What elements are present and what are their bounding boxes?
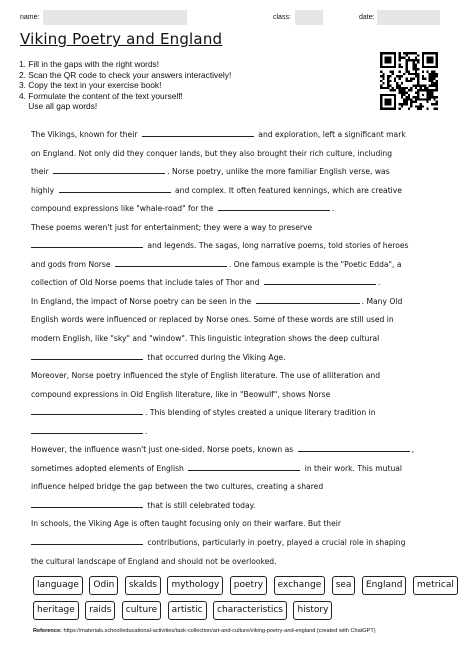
text-line bbox=[31, 200, 431, 219]
word-chip[interactable]: mythology bbox=[167, 576, 223, 595]
word-chip[interactable]: England bbox=[362, 576, 407, 595]
word-chip[interactable]: characteristics bbox=[213, 601, 287, 620]
gap-blank[interactable] bbox=[218, 202, 330, 211]
name-field[interactable] bbox=[43, 10, 187, 25]
text-segment: English words were influenced or replaced by Norse ones. Some of these words are still used in bbox=[31, 315, 394, 325]
text-line bbox=[31, 534, 431, 553]
word-chip[interactable]: sea bbox=[332, 576, 356, 595]
text-line bbox=[31, 274, 431, 293]
gap-blank[interactable] bbox=[298, 443, 410, 452]
gap-blank[interactable] bbox=[31, 536, 143, 545]
text-segment: The Vikings, known for their bbox=[31, 130, 138, 139]
word-chip[interactable]: culture bbox=[122, 601, 161, 620]
text-segment: These poems weren't just for entertainment; they were a way to preserve bbox=[31, 222, 313, 232]
text-line bbox=[31, 145, 431, 164]
word-chip[interactable]: poetry bbox=[230, 576, 267, 595]
text-line bbox=[31, 367, 431, 386]
gap-blank[interactable] bbox=[264, 276, 376, 285]
text-line bbox=[31, 404, 431, 423]
text-segment: on England. Not only did they conquer lands, but they also brought their rich culture, including bbox=[31, 148, 393, 158]
text-segment: in their work. This mutual bbox=[304, 463, 403, 473]
text-segment: Moreover, Norse poetry influenced the style of English literature. The use of alliteration and bbox=[31, 371, 381, 381]
text-line bbox=[31, 441, 431, 460]
text-line bbox=[31, 293, 431, 312]
text-segment: that occurred during the Viking Age. bbox=[147, 352, 286, 362]
text-segment: compound expressions in Old English literature, like in "Beowulf", shows Norse bbox=[31, 389, 331, 399]
text-line bbox=[31, 237, 431, 256]
gap-blank[interactable] bbox=[31, 425, 143, 434]
date-field[interactable] bbox=[377, 10, 440, 25]
text-line bbox=[31, 478, 431, 497]
text-line bbox=[31, 349, 431, 368]
instruction-item: 1. Fill in the gaps with the right words! bbox=[19, 59, 160, 69]
word-chip[interactable]: metrical bbox=[413, 576, 458, 595]
text-line bbox=[31, 497, 431, 516]
word-chip[interactable]: raids bbox=[85, 601, 115, 620]
gap-blank[interactable] bbox=[59, 184, 171, 193]
text-line bbox=[31, 386, 431, 405]
text-segment: . Many Old bbox=[361, 296, 403, 306]
text-line bbox=[31, 126, 431, 145]
text-segment: collection of Old Norse poems that include tales of Thor and bbox=[31, 278, 260, 288]
text-segment: In schools, the Viking Age is often taught focusing only on their warfare. But their bbox=[31, 519, 342, 529]
text-line bbox=[31, 219, 431, 238]
gap-blank[interactable] bbox=[142, 128, 254, 137]
name-label: name: bbox=[20, 14, 40, 21]
word-chip[interactable]: language bbox=[33, 576, 83, 595]
gap-blank[interactable] bbox=[31, 351, 143, 360]
word-chip[interactable]: heritage bbox=[33, 601, 79, 620]
text-segment: . One famous example is the "Poetic Edda", a bbox=[228, 259, 402, 269]
gap-blank[interactable] bbox=[31, 239, 143, 248]
qr-code-icon[interactable] bbox=[380, 52, 438, 110]
class-label: class: bbox=[273, 14, 291, 21]
text-segment: that is still celebrated today. bbox=[147, 500, 256, 510]
text-segment: and gods from Norse bbox=[31, 259, 111, 269]
gap-blank[interactable] bbox=[53, 165, 165, 174]
text-segment: compound expressions like "whale-road" for the bbox=[31, 204, 214, 214]
instructions-list bbox=[19, 59, 319, 112]
gap-text bbox=[31, 126, 431, 571]
word-bank-row bbox=[33, 574, 454, 597]
text-segment: . bbox=[331, 204, 335, 214]
text-segment: modern English, like "sky" and "window". This linguistic integration shows the deep cultural bbox=[31, 334, 380, 344]
gap-blank[interactable] bbox=[31, 406, 143, 415]
text-line bbox=[31, 330, 431, 349]
instruction-item: 3. Copy the text in your exercise book! bbox=[19, 80, 162, 90]
text-line bbox=[31, 460, 431, 479]
word-chip[interactable]: exchange bbox=[274, 576, 326, 595]
word-bank-row bbox=[33, 599, 433, 622]
text-segment: the cultural landscape of England and should not be overlooked. bbox=[31, 556, 277, 566]
gap-blank[interactable] bbox=[188, 462, 300, 471]
instruction-item: 4. Formulate the content of the text yourself! bbox=[19, 90, 183, 101]
instruction-item: 2. Scan the QR code to check your answers interactively! bbox=[19, 69, 232, 80]
gap-blank[interactable] bbox=[115, 258, 227, 267]
text-segment: and legends. The sagas, long narrative poems, told stories of heroes bbox=[147, 241, 409, 251]
text-segment: . Norse poetry, unlike the more familiar English verse, was bbox=[167, 167, 390, 177]
text-segment: However, the influence wasn't just one-sided. Norse poets, known as bbox=[31, 445, 294, 455]
instruction-item: Use all gap words! bbox=[19, 101, 98, 111]
reference-label: Reference: bbox=[33, 628, 62, 634]
text-line bbox=[31, 423, 431, 442]
text-segment: and exploration, left a significant mark bbox=[258, 130, 406, 139]
text-segment: sometimes adopted elements of English bbox=[31, 463, 184, 473]
text-line bbox=[31, 311, 431, 330]
text-segment: . This blending of styles created a unique literary tradition in bbox=[145, 408, 376, 418]
gap-blank[interactable] bbox=[256, 295, 360, 304]
text-segment: highly bbox=[31, 185, 55, 195]
text-line bbox=[31, 553, 431, 572]
text-segment: In England, the impact of Norse poetry can be seen in the bbox=[31, 296, 252, 306]
word-chip[interactable]: artistic bbox=[168, 601, 207, 620]
text-line bbox=[31, 515, 431, 534]
text-segment: . bbox=[377, 278, 381, 288]
text-line bbox=[31, 163, 431, 182]
word-chip[interactable]: Odin bbox=[89, 576, 118, 595]
page-title: Viking Poetry and England bbox=[20, 30, 223, 48]
worksheet-header bbox=[0, 10, 460, 26]
reference-footer bbox=[33, 628, 376, 634]
word-bank bbox=[33, 574, 454, 624]
reference-link[interactable]: https://materials.school/educational-activities/task-collection/art-and-culture/viking-poetry-and-england (created with ChatGPT) bbox=[63, 628, 376, 634]
text-line bbox=[31, 256, 431, 275]
text-segment: influence helped bridge the gap between the two cultures, creating a shared bbox=[31, 482, 324, 492]
text-segment: , bbox=[411, 445, 415, 455]
text-line bbox=[31, 182, 431, 201]
text-segment: their bbox=[31, 167, 49, 177]
text-segment: and complex. It often featured kennings, which are creative bbox=[175, 185, 402, 195]
gap-blank[interactable] bbox=[31, 499, 143, 508]
word-chip[interactable]: history bbox=[293, 601, 332, 620]
word-chip[interactable]: skalds bbox=[125, 576, 161, 595]
text-segment: . bbox=[145, 426, 148, 436]
date-label: date: bbox=[359, 14, 375, 21]
text-segment: contributions, particularly in poetry, played a crucial role in shaping bbox=[147, 538, 406, 548]
class-field[interactable] bbox=[295, 10, 323, 25]
